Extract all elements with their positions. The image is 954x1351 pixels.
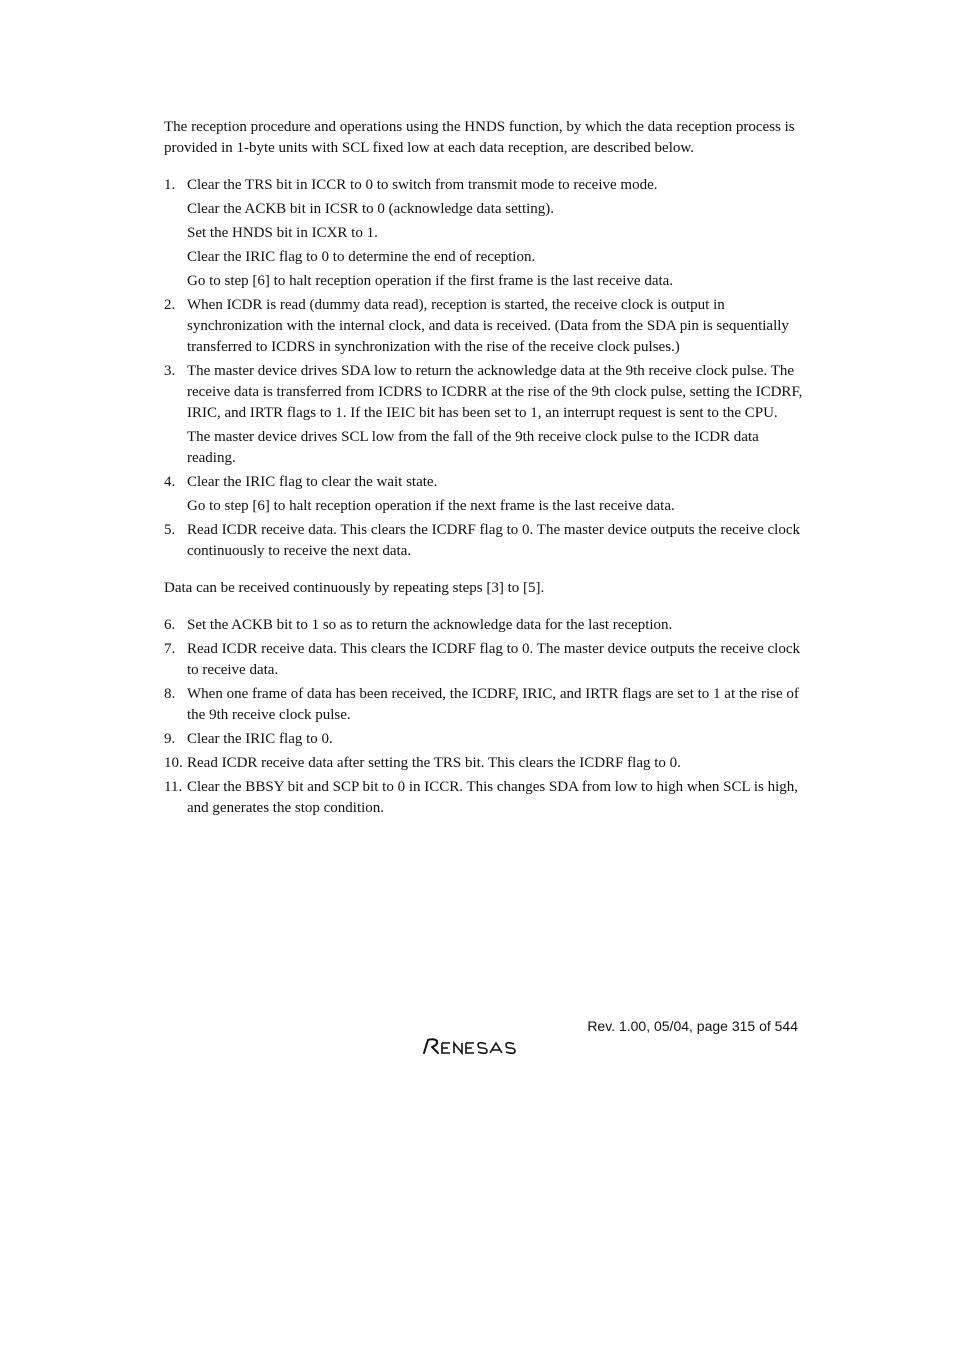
step-number: 4. xyxy=(164,474,176,490)
step-text: Go to step [6] to halt reception operation if the next frame is the last receive data. xyxy=(187,498,675,514)
step-text: Clear the IRIC flag to 0. xyxy=(187,731,333,747)
step-number: 10. xyxy=(164,755,183,771)
step-text: Clear the IRIC flag to clear the wait state. xyxy=(187,474,438,490)
list-item xyxy=(164,777,804,819)
step-body xyxy=(187,753,804,774)
step-body xyxy=(187,472,804,517)
step-body xyxy=(187,520,804,562)
step-text: When one frame of data has been received, the ICDRF, IRIC, and IRTR flags are set to 1 at the rise of the 9th receive clock pulse. xyxy=(187,686,799,723)
step-body xyxy=(187,361,804,469)
step-text: Clear the BBSY bit and SCP bit to 0 in ICCR. This changes SDA from low to high when SCL is high, and generates the stop condition. xyxy=(187,779,798,816)
step-text: The master device drives SDA low to return the acknowledge data at the 9th receive clock pulse. The receive data is transferred from ICDRS to ICDRR at the rise of the 9th clock pulse, setting the ICDRF, IRIC, and IRTR flags to 1. If the IEIC bit has been set to 1, an interrupt request is sent to the CPU. xyxy=(187,363,803,421)
step-text: Go to step [6] to halt reception operation if the first frame is the last receive data. xyxy=(187,273,674,289)
step-text: Clear the ACKB bit in ICSR to 0 (acknowledge data setting). xyxy=(187,201,555,217)
list-item xyxy=(164,684,804,726)
step-body xyxy=(187,639,804,681)
step-number: 7. xyxy=(164,641,176,657)
step-number: 11. xyxy=(164,779,183,795)
step-text: Clear the TRS bit in ICCR to 0 to switch from transmit mode to receive mode. xyxy=(187,177,658,193)
step-text: Clear the IRIC flag to 0 to determine the end of reception. xyxy=(187,249,536,265)
repeat-note-paragraph: Data can be received continuously by repeating steps [3] to [5]. xyxy=(164,580,545,596)
step-text: Read ICDR receive data. This clears the ICDRF flag to 0. The master device outputs the receive clock to receive data. xyxy=(187,641,800,678)
step-number: 9. xyxy=(164,731,176,747)
step-body xyxy=(187,729,804,750)
list-item xyxy=(164,472,804,517)
step-number: 3. xyxy=(164,363,176,379)
step-text: Set the HNDS bit in ICXR to 1. xyxy=(187,225,378,241)
step-number: 5. xyxy=(164,522,176,538)
step-number: 6. xyxy=(164,617,176,633)
list-item xyxy=(164,295,804,358)
step-text: When ICDR is read (dummy data read), reception is started, the receive clock is output in synchronization with the internal clock, and data is received. (Data from the SDA pin is sequentially transferred to ICDRS in synchronization with the rise of the receive clock pulses.) xyxy=(187,297,789,355)
step-number: 8. xyxy=(164,686,176,702)
step-body xyxy=(187,295,804,358)
step-number: 2. xyxy=(164,297,176,313)
list-item xyxy=(164,639,804,681)
list-item xyxy=(164,753,804,774)
step-text: Set the ACKB bit to 1 so as to return the acknowledge data for the last reception. xyxy=(187,617,673,633)
renesas-logo xyxy=(422,1036,542,1056)
steps-list-1-to-5 xyxy=(164,175,804,562)
list-item xyxy=(164,361,804,469)
step-text: The master device drives SCL low from the fall of the 9th receive clock pulse to the ICDR data reading. xyxy=(187,429,759,466)
steps-list-6-to-11 xyxy=(164,615,804,819)
list-item xyxy=(164,615,804,636)
intro-paragraph: The reception procedure and operations using the HNDS function, by which the data reception process is provided in 1-byte units with SCL fixed low at each data reception, are described below. xyxy=(164,119,795,156)
step-text: Read ICDR receive data. This clears the ICDRF flag to 0. The master device outputs the receive clock continuously to receive the next data. xyxy=(187,522,800,559)
step-text: Read ICDR receive data after setting the TRS bit. This clears the ICDRF flag to 0. xyxy=(187,755,681,771)
step-body xyxy=(187,615,804,636)
step-number: 1. xyxy=(164,177,176,193)
list-item xyxy=(164,729,804,750)
list-item xyxy=(164,520,804,562)
page-footer-info: Rev. 1.00, 05/04, page 315 of 544 xyxy=(587,1018,798,1034)
step-body xyxy=(187,777,804,819)
page-content xyxy=(164,117,804,822)
step-body xyxy=(187,175,804,292)
step-body xyxy=(187,684,804,726)
list-item xyxy=(164,175,804,292)
